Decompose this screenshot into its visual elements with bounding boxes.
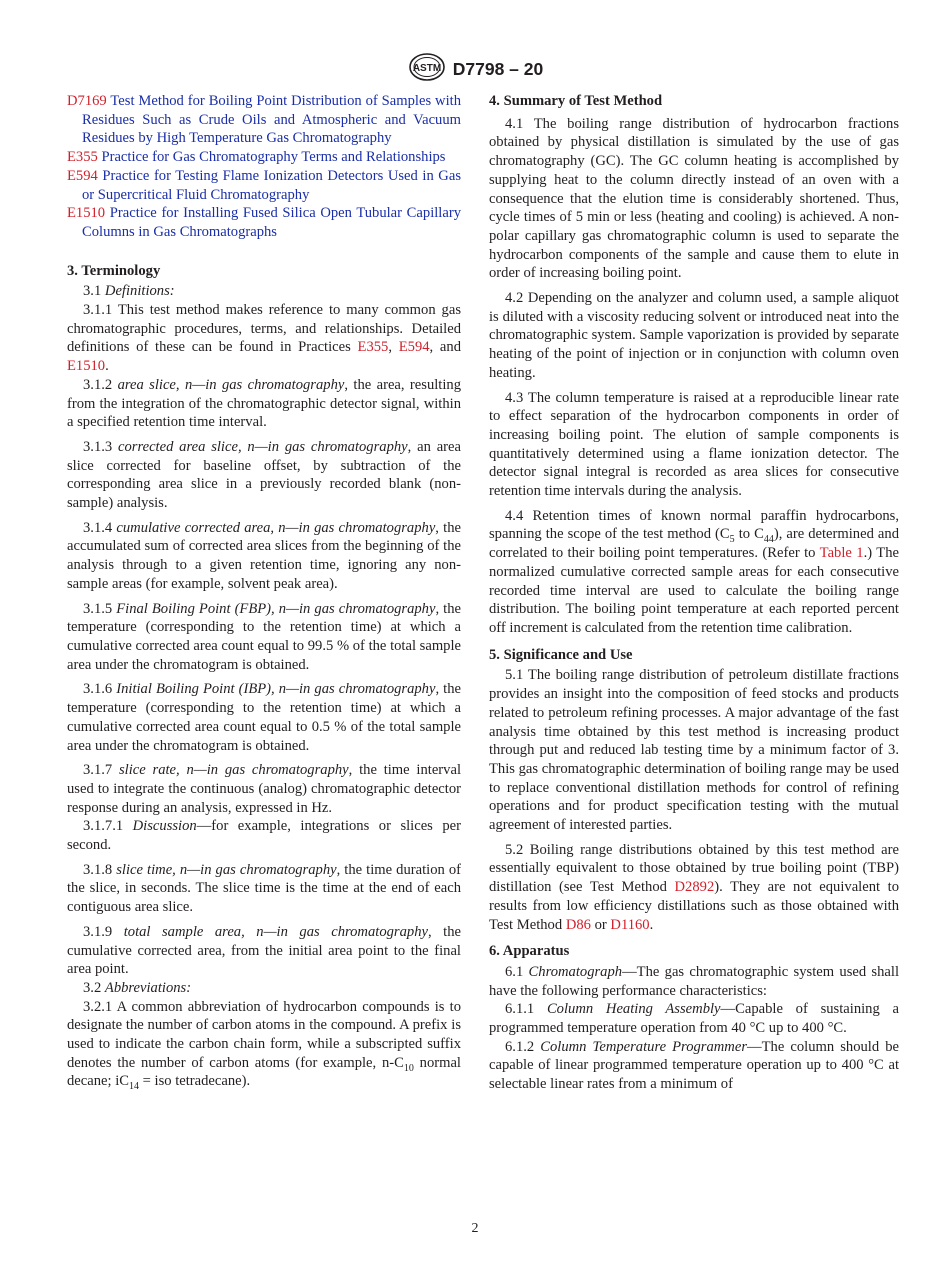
right-column: [489, 92, 899, 1094]
reference-title[interactable]: Practice for Gas Chromatography Terms and Relationships: [101, 149, 446, 166]
reference-item: [67, 204, 461, 241]
para-4-2: 4.2 Depending on the analyzer and column used, a sample aliquot is diluted with a viscosity reducing solvent or introduced neat into the chromatographic system. Sample vaporization is provided by separate heating of the point of injection or in conjunction with column oven heating.: [489, 290, 899, 381]
para-4-3: 4.3 The column temperature is raised at a reproducible linear rate to effect separation of the hydrocarbon components in order of increasing boiling point. The elution of sample components is quantitatively determined using a flame ionization detector. The detector signal integral is recorded as area slices for consecutive retention time intervals during the analysis.: [489, 389, 899, 500]
reference-item: [67, 92, 461, 148]
reference-title[interactable]: Practice for Testing Flame Ionization Detectors Used in Gas or Supercritical Fluid Chromatography: [82, 167, 461, 203]
para-3-2-1: 3.2.1 A common abbreviation of hydrocarbon compounds is to designate the number of carbon atoms in the compound. A prefix is used to indicate the carbon chain form, while a subscripted suffix denotes the number of carbon atoms (for example, $n-C_{10}$ normal decane; $iC_{14}$ = iso tetradecane).: [67, 998, 461, 1093]
reference-list: [67, 92, 461, 242]
para-3-2: 3.2 Abbreviations:: [83, 979, 192, 996]
document-id: D7798 – 20: [452, 59, 544, 79]
para-6-1-1: 6.1.1 Column Heating Assembly—Capable of sustaining a programmed temperature operation from 40 °C up to 400 °C.: [489, 1001, 899, 1037]
para-4-4: 4.4 Retention times of known normal paraffin hydrocarbons, spanning the scope of the test method ($C_5$ to $C_{44}$), are determined and correlated to their boiling point temperatures. (Refer to Table 1.) The normalized cumulative corrected sample areas for each consecutive recorded time interval are used to calculate the boiling range distribution. The boiling point temperature at each reported percent off increment is calculated from the retention time calibration.: [489, 507, 899, 636]
para-3-1-2: 3.1.2 area slice, n—in gas chromatography, the area, resulting from the integration of the chromatographic detector signal, within a specified retention time interval.: [67, 376, 461, 431]
section-heading-summary: 4. Summary of Test Method: [489, 93, 663, 109]
para-3-1-8: 3.1.8 slice time, n—in gas chromatography, the time duration of the slice, in seconds. The slice time is the time at the end of each contiguous area slice.: [67, 861, 462, 916]
para-5-2: 5.2 Boiling range distributions obtained by this test method are essentially equivalent to those obtained by true boiling point (TBP) distillation (see Test Method D2892). They are not equivalent to results from low efficiency distillations such as those obtained with Test Method D86 or D1160.: [489, 841, 899, 933]
para-3-1-9: 3.1.9 total sample area, n—in gas chromatography, the cumulative corrected area, from the initial area point to the final area point.: [67, 923, 461, 978]
para-3-1: 3.1 Definitions:: [83, 283, 175, 300]
para-3-1-1: 3.1.1 This test method makes reference to many common gas chromatographic procedures, terms, and relationships. Detailed definitions of these can be found in Practices E355, E594, and E1510.: [67, 302, 461, 375]
reference-title[interactable]: Practice for Installing Fused Silica Open Tubular Capillary Columns in Gas Chromatographs: [82, 205, 461, 240]
link-e1510[interactable]: E1510: [67, 358, 106, 375]
reference-title[interactable]: Test Method for Boiling Point Distribution of Samples with Residues Such as Crude Oils and Atmospheric and Vacuum Residues by High Temperature Gas Chromatography: [82, 93, 461, 147]
astm-logo-icon: [407, 52, 447, 87]
para-5-1: 5.1 The boiling range distribution of petroleum distillate fractions provides an insight into the composition of feed stocks and products related to petroleum refining processes. A major advantage of the fast analysis time obtained by this test method is increasing product through put and reduced lab testing time by a minimum factor of 3. This gas chromatographic determination of boiling range may be used to replace conventional distillation methods for control of refining operations and for product specification testing with the mutual agreement of interested parties.: [489, 667, 899, 834]
para-3-1-4: 3.1.4 cumulative corrected area, n—in gas chromatography, the accumulated sum of corrected area slices from the beginning of the analysis through to a given retention time, ignoring any non-sample areas (for example, solvent peak area).: [67, 519, 461, 592]
left-column: [67, 92, 461, 1091]
reference-item: [67, 167, 461, 204]
reference-link-d7169[interactable]: D7169: [67, 93, 107, 109]
reference-item: [67, 148, 461, 167]
para-3-1-7-1: 3.1.7.1 Discussion—for example, integrations or slices per second.: [67, 818, 461, 854]
link-e594[interactable]: E594: [398, 339, 430, 356]
page-number: 2: [471, 1221, 479, 1236]
section-heading-significance: 5. Significance and Use: [489, 646, 633, 663]
page-header: [0, 52, 950, 87]
link-d1160[interactable]: D1160: [610, 916, 650, 933]
para-4-1: 4.1 The boiling range distribution of hydrocarbon fractions obtained by physical distillation is simulated by the use of gas chromatography (GC). The GC column heating is accomplished by supplying heat to the column directly instead of an oven with a consequence that the elution time is considerably shortened. Thus, cycle times of 5 min or less (heating and cooling) is achieved. A non-polar capillary gas chromatographic column is used to separate the hydrocarbon components of the sample and cause them to elute in order of increasing boiling point.: [489, 115, 899, 282]
reference-link-e1510[interactable]: E1510: [67, 205, 106, 222]
para-3-1-5: 3.1.5 Final Boiling Point (FBP), n—in gas chromatography, the temperature (corresponding to the retention time) at which a cumulative corrected area count equal to 99.5 % of the total sample area under the chromatogram is obtained.: [67, 600, 461, 673]
section-heading-apparatus: 6. Apparatus: [489, 943, 570, 960]
para-3-1-3: 3.1.3 corrected area slice, n—in gas chromatography, an area slice corrected for baseline offset, by subtraction of the corresponding area slice in a previously recorded blank (non-sample) analysis.: [67, 438, 461, 512]
link-d86[interactable]: D86: [565, 916, 591, 933]
para-6-1: 6.1 Chromatograph—The gas chromatographic system used shall have the following performance characteristics:: [489, 963, 899, 999]
link-table-1[interactable]: Table 1: [819, 545, 864, 562]
logo-text: ASTM: [412, 63, 441, 74]
para-3-1-6: 3.1.6 Initial Boiling Point (IBP), n—in gas chromatography, the temperature (corresponding to the retention time) at which a cumulative corrected area count equal to 0.5 % of the total sample area under the chromatogram is obtained.: [67, 681, 461, 754]
section-heading-terminology: 3. Terminology: [67, 262, 161, 279]
link-e355[interactable]: E355: [357, 339, 389, 356]
para-6-1-2: 6.1.2 Column Temperature Programmer—The column should be capable of linear programmed temperature operation up to 400 °C at selectable linear rates from a minimum of: [489, 1038, 899, 1093]
link-d2892[interactable]: D2892: [674, 879, 715, 896]
para-3-1-7: 3.1.7 slice rate, n—in gas chromatography, the time interval used to integrate the continuous (analog) chromatographic detector response during an analysis, expressed in Hz.: [67, 762, 461, 816]
reference-link-e355[interactable]: E355: [67, 149, 98, 166]
reference-link-e594[interactable]: E594: [67, 167, 98, 184]
